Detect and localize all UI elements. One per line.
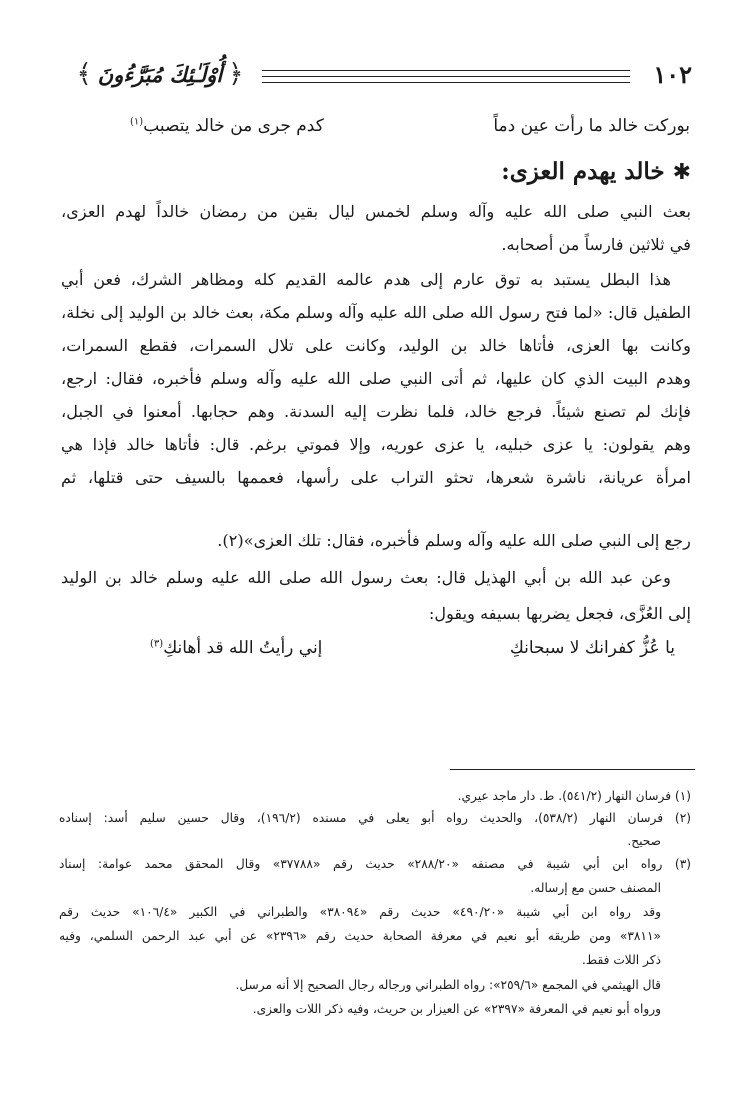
body-line: هذا البطل يستبد به توق عارم إلى هدم عالمه القديم كله ومظاهر الشرك، فعن أبي: [61, 270, 671, 289]
star-icon: ✱: [672, 160, 691, 185]
footnote-line: (٣) رواه ابن أبي شيبة في مصنفه «٢٨٨/٢٠» حديث رقم «٣٧٧٨٨» وقال المحقق محمد عوامة: إسناد: [59, 857, 691, 871]
section-heading-text: خالد يهدم العزى:: [501, 158, 665, 185]
page-number: ١٠٢: [653, 60, 692, 89]
body-line: امرأة عريانة، ناشرة شعرها، تحثو التراب على رأسها، فعممها بالسيف حتى قتلها، ثم: [61, 468, 691, 487]
verse-line-1: [130, 116, 690, 146]
section-heading: [61, 158, 691, 185]
ornate-bracket-open: ﴿: [228, 59, 244, 89]
book-title: أُوْلَـٰئِكَ مُبَرَّءُونَ: [97, 61, 223, 87]
body-line: وكانت بها العزى، فأتاها خالد بن الوليد، وكانت على تلال السمرات، فقطع السمرات،: [61, 336, 691, 355]
ornate-bracket-close: ﴾: [76, 59, 92, 89]
footnote-line: (٢) فرسان النهار (٥٣٨/٢)، والحديث رواه أبو يعلى في مسنده (١٩٦/٢)، وقال حسين سليم أسد: إسناده: [59, 811, 691, 825]
header-rule: [262, 76, 630, 77]
header-rule: [262, 70, 630, 71]
body-line: وهم يقولون: يا عزى خبليه، يا عزى عوريه، وإلا فموتي برغم. قال: فأتاها خالد فإذا هي: [61, 435, 691, 454]
verse-line-2: [150, 638, 675, 668]
footnote-line: وقد رواه ابن أبي شيبة «٤٩٠/٢٠» حديث رقم «٣٨٠٩٤» والطبراني في الكبير «١٠٦/٤» حديث رقم: [59, 905, 662, 919]
footnote-ref-1: (١): [130, 116, 144, 128]
header-rule: [262, 82, 630, 83]
body-line: فإنك لم تصنع شيئاً. فرجع خالد، فلما نظرت إليه السدنة. وهم حجابها. أمعنوا في الجبل،: [61, 402, 691, 421]
footnote-line: ذكر اللات فقط.: [582, 953, 661, 967]
body-line: وهدم البيت الذي كان عليها، ثم أتى النبي صلى الله عليه وآله وسلم فأخبره، فقال: ارجع،: [61, 369, 691, 388]
footnote-line: المصنف حسن مع إرساله.: [530, 881, 661, 895]
footnote-ref-3: (٣): [150, 638, 164, 650]
verse-hemistich-first: بوركت خالد ما رأت عين دماً: [493, 116, 690, 136]
footnote-line: صحيح.: [627, 834, 661, 848]
footnote-line: ورواه أبو نعيم في المعرفة «٢٣٩٧» عن العيزار بن حريث، وفيه ذكر اللات والعزى.: [252, 1002, 661, 1016]
body-line: الطفيل قال: «لما فتح رسول الله صلى الله عليه وآله وسلم مكة، بعث خالد بن الوليد إلى نخلة،: [61, 303, 691, 322]
body-line: بعث النبي صلى الله عليه وآله وسلم لخمس ليال بقين من رمضان خالداً لهدم العزى،: [61, 202, 691, 221]
verse-hemistich-second: كدم جرى من خالد يتصبب$^{(١)}$: [130, 116, 324, 136]
footnote-line: قال الهيثمي في المجمع «٢٥٩/٦»: رواه الطبراني ورجاله رجال الصحيح إلا أنه مرسل.: [235, 978, 661, 992]
page-header: [62, 52, 692, 96]
body-line: إلى العُزَّى، فجعل يضربها بسيفه ويقول:: [428, 604, 691, 623]
footnote-separator: [450, 769, 695, 770]
running-title: [62, 54, 258, 94]
footnote-line: «٣٨١١» ومن طريقه أبو نعيم في معرفة الصحابة حديث رقم «٢٣٩٦» عن أبي عبد الرحمن السلمي، وفيه: [59, 929, 661, 943]
body-line: رجع إلى النبي صلى الله عليه وآله وسلم فأخبره، فقال: تلك العزى»(٢).: [217, 531, 691, 550]
body-line: في ثلاثين فارساً من أصحابه.: [501, 235, 691, 254]
verse-hemistich-second: إني رأيتُ الله قد أهانكِ$^{(٣)}$: [150, 638, 323, 658]
body-line: وعن عبد الله بن أبي الهذيل قال: بعث رسول الله صلى الله عليه وسلم خالد بن الوليد: [61, 568, 671, 587]
footnote-line: (١) فرسان النهار (٥٤١/٢). ط. دار ماجد عيري.: [457, 789, 691, 803]
verse-hemistich-first: يا عُزُّ كفرانك لا سبحانكِ: [509, 638, 675, 658]
